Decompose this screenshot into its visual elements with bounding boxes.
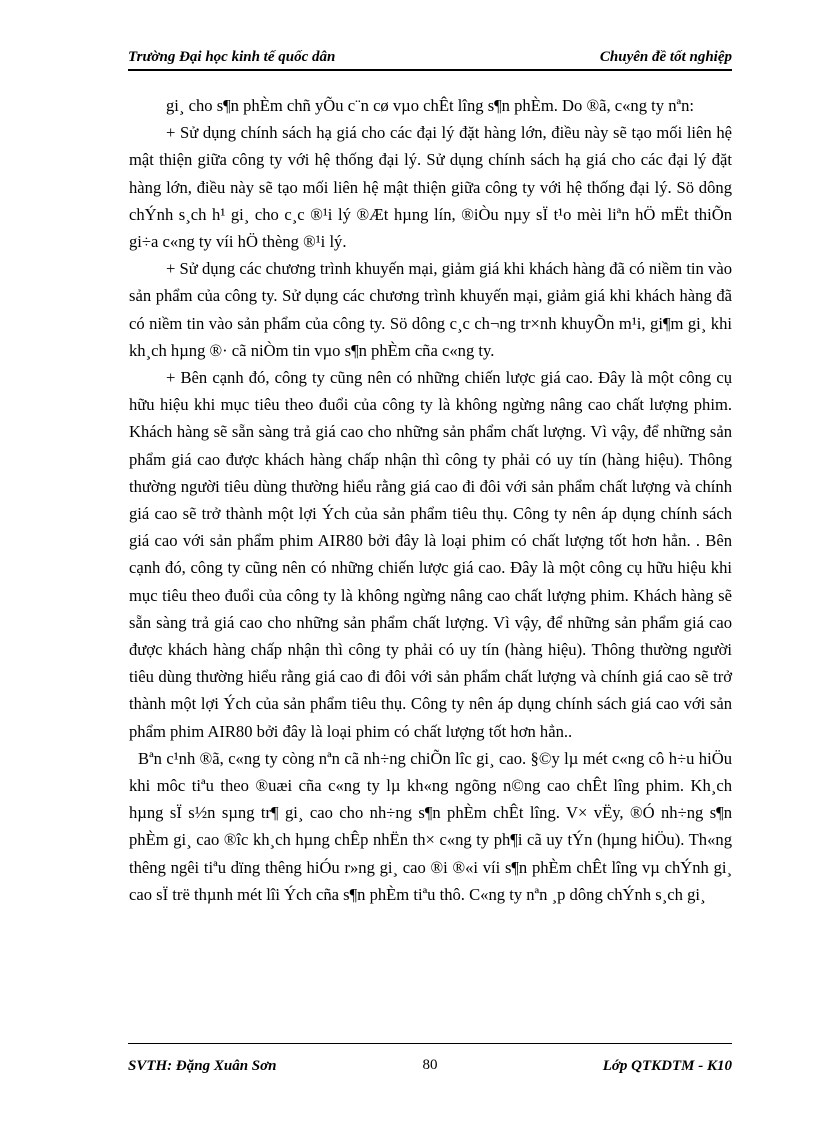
footer-student: SVTH: Đặng Xuân Sơn (128, 1058, 277, 1074)
page-footer (128, 1043, 732, 1088)
paragraph-3: + Sử dụng các chương trình khuyến mại, giảm giá khi khách hàng đã có niềm tin vào sản phẩm của công ty. Sử dụng các chương trình khuyến mại, giảm giá khi khách hàng đã có niềm tin vào sản phẩm của công ty. Sö dông c¸c ch¬ng tr×nh khuyÕn m¹i, gi¶m gi¸ khi kh¸ch hµng ®· cã niÒm tin vµo s¶n phÈm cña c«ng ty. (129, 259, 732, 360)
paragraph-2: + Sử dụng chính sách hạ giá cho các đại lý đặt hàng lớn, điều này sẽ tạo mối liên hệ mật thiện giữa công ty với hệ thống đại lý. Sử dụng chính sách hạ giá cho các đại lý đặt hàng lớn, điều này sẽ tạo mối liên hệ mật thiện giữa công ty với hệ thống đại lý. Sö dông chÝnh s¸ch h¹ gi¸ cho c¸c ®¹i lý ®Æt hµng lín, ®iÒu nµy sÏ t¹o mèi liªn hÖ mËt thiÕn gi÷a c«ng ty víi hÖ thèng ®¹i lý. (129, 123, 732, 252)
paragraph-1: gi¸ cho s¶n phÈm chñ yÕu c¨n cø vµo chÊt lîng s¶n phÈm. Do ®ã, c«ng ty nªn: (166, 96, 694, 115)
paragraph-4: + Bên cạnh đó, công ty cũng nên có những chiến lược giá cao. Đây là một công cụ hữu hiệu khi mục tiêu theo đuổi của công ty là không ngừng nâng cao chất lượng phim. Khách hàng sẽ sẵn sàng trả giá cao cho những sản phẩm chất lượng. Vì vậy, để những sản phẩm giá cao được khách hàng chấp nhận thì công ty phải có uy tín (hàng hiệu). Thông thường người tiêu dùng thường hiểu rằng giá cao đi đôi với sản phẩm chất lượng và chính giá cao sẽ trở thành một lợi Ých của sản phẩm tiêu thụ. Công ty nên áp dụng chính sách giá cao với sản phẩm phim AIR80 bởi đây là loại phim có chất lượng tốt hơn hẳn. . Bên cạnh đó, công ty cũng nên có những chiến lược giá cao. Đây là một công cụ hữu hiệu khi mục tiêu theo đuổi của công ty là không ngừng nâng cao chất lượng phim. Khách hàng sẽ sẵn sàng trả giá cao cho những sản phẩm chất lượng. Vì vậy, để những sản phẩm giá cao được khách hàng chấp nhận thì công ty phải có uy tín (hàng hiệu). Thông thường người tiêu dùng thường hiểu rằng giá cao đi đôi với sản phẩm chất lượng và chính giá cao sẽ trở thành một lợi Ých của sản phẩm tiêu thụ. Công ty nên áp dụng chính sách giá cao với sản phẩm phim AIR80 bởi đây là loại phim có chất lượng tốt hơn hẳn.. (129, 368, 732, 741)
page-number: 80 (422, 1057, 438, 1073)
header-document-type: Chuyên đề tốt nghiệp (599, 49, 732, 65)
footer-class: Lớp QTKDTM - K10 (602, 1058, 732, 1074)
body-text (129, 92, 732, 908)
header-university: Trường Đại học kinh tế quốc dân (128, 49, 336, 65)
page-header (128, 47, 732, 71)
paragraph-5: Bªn c¹nh ®ã, c«ng ty còng nªn cã nh÷ng chiÕn lîc gi¸ cao. §©y lµ mét c«ng cô h÷u hiÖu khi môc tiªu theo ®uæi cña c«ng ty lµ kh«ng ngõng n©ng cao chÊt lîng phim. Kh¸ch hµng sÏ s½n sµng tr¶ gi¸ cao cho nh÷ng s¶n phÈm chÊt lîng. V× vËy, ®Ó nh÷ng s¶n phÈm gi¸ cao ®îc kh¸ch hµng chÊp nhËn th× c«ng ty ph¶i cã uy tÝn (hµng hiÖu). Th«ng thêng ngêi tiªu dïng thêng hiÓu r»ng gi¸ cao ®i ®«i víi s¶n phÈm chÊt lîng vµ chÝnh gi¸ cao sÏ trë thµnh mét lîi Ých cña s¶n phÈm tiªu thô. C«ng ty nªn ¸p dông chÝnh s¸ch gi¸ (129, 748, 732, 904)
